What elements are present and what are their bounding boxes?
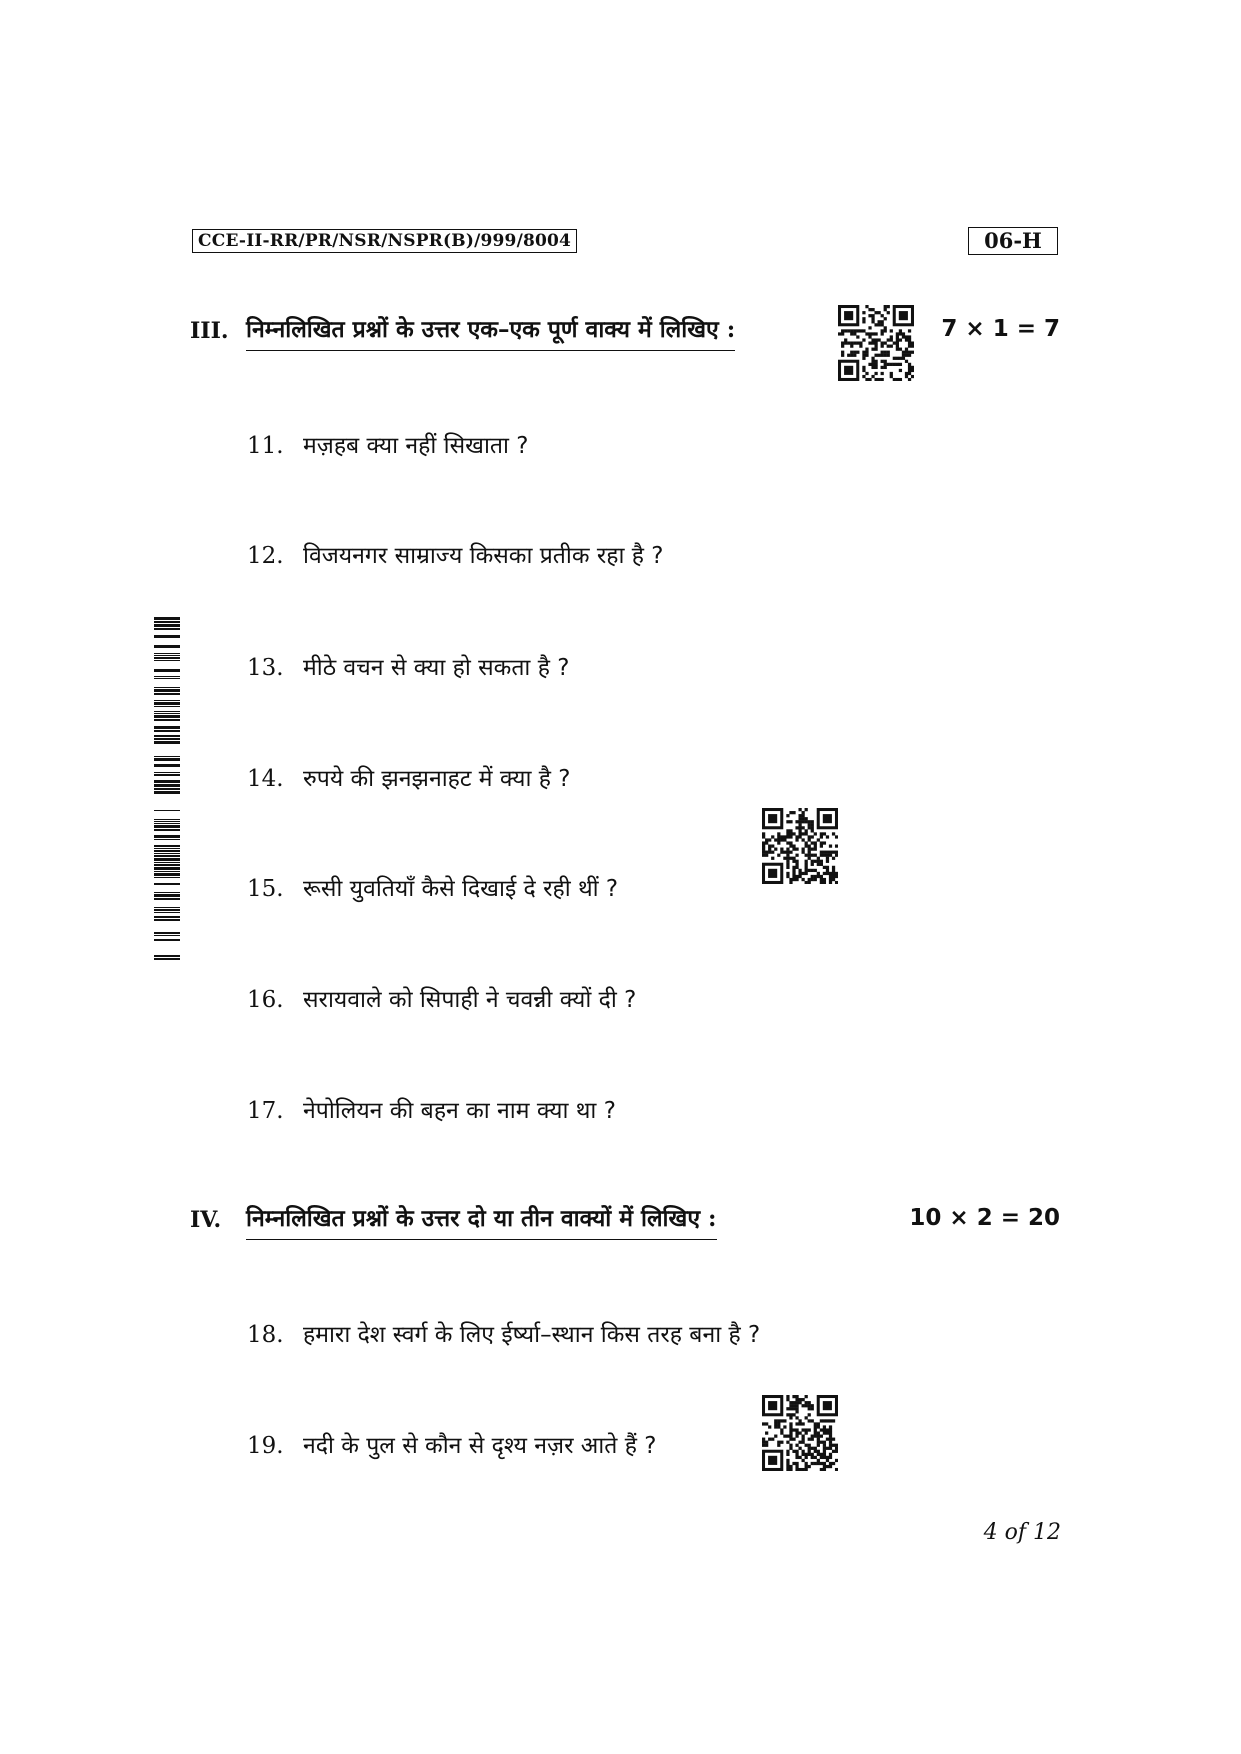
question-number: 17. (247, 1098, 284, 1124)
section-number: III. (190, 318, 229, 344)
section-marks: 10 × 2 = 20 (909, 1205, 1060, 1231)
section-marks: 7 × 1 = 7 (941, 316, 1060, 342)
question-number: 19. (247, 1433, 284, 1459)
question-text: विजयनगर साम्राज्य किसका प्रतीक रहा है ? (303, 543, 664, 569)
barcode-icon (154, 608, 180, 966)
question-text: सरायवाले को सिपाही ने चवन्नी क्यों दी ? (303, 987, 637, 1013)
qr-code-icon (838, 305, 914, 381)
question-item (247, 1428, 656, 1460)
question-text: रुपये की झनझनाहट में क्या है ? (303, 766, 571, 792)
question-text: मीठे वचन से क्या हो सकता है ? (303, 655, 570, 681)
question-item (247, 871, 618, 903)
question-item (247, 1317, 760, 1349)
section-number: IV. (190, 1207, 222, 1233)
question-text: मज़हब क्या नहीं सिखाता ? (303, 433, 529, 459)
question-number: 11. (247, 433, 284, 459)
question-text: नदी के पुल से कौन से दृश्य नज़र आते हैं ? (303, 1433, 657, 1459)
question-number: 16. (247, 987, 284, 1013)
question-text: हमारा देश स्वर्ग के लिए ईर्ष्या–स्थान किस तरह बना है ? (303, 1322, 761, 1348)
question-number: 13. (247, 655, 284, 681)
section-title: निम्नलिखित प्रश्नों के उत्तर एक–एक पूर्ण वाक्य में लिखिए : (246, 312, 735, 351)
question-item (247, 1093, 616, 1125)
paper-code-box: 06-H (968, 227, 1058, 255)
section-title: निम्नलिखित प्रश्नों के उत्तर दो या तीन वाक्यों में लिखिए : (246, 1201, 717, 1240)
question-number: 18. (247, 1322, 284, 1348)
question-text: नेपोलियन की बहन का नाम क्या था ? (303, 1098, 616, 1124)
question-number: 12. (247, 543, 284, 569)
question-number: 14. (247, 766, 284, 792)
question-item (247, 982, 636, 1014)
qr-code-icon (762, 808, 838, 884)
page-number: 4 of 12 (983, 1520, 1061, 1545)
question-item (247, 428, 529, 460)
question-item (247, 650, 569, 682)
question-item (247, 538, 663, 570)
question-text: रूसी युवतियाँ कैसे दिखाई दे रही थीं ? (303, 876, 619, 902)
question-item (247, 761, 571, 793)
question-paper-code: CCE-II-RR/PR/NSR/NSPR(B)/999/8004 (192, 229, 577, 253)
qr-code-icon (762, 1395, 838, 1471)
question-number: 15. (247, 876, 284, 902)
